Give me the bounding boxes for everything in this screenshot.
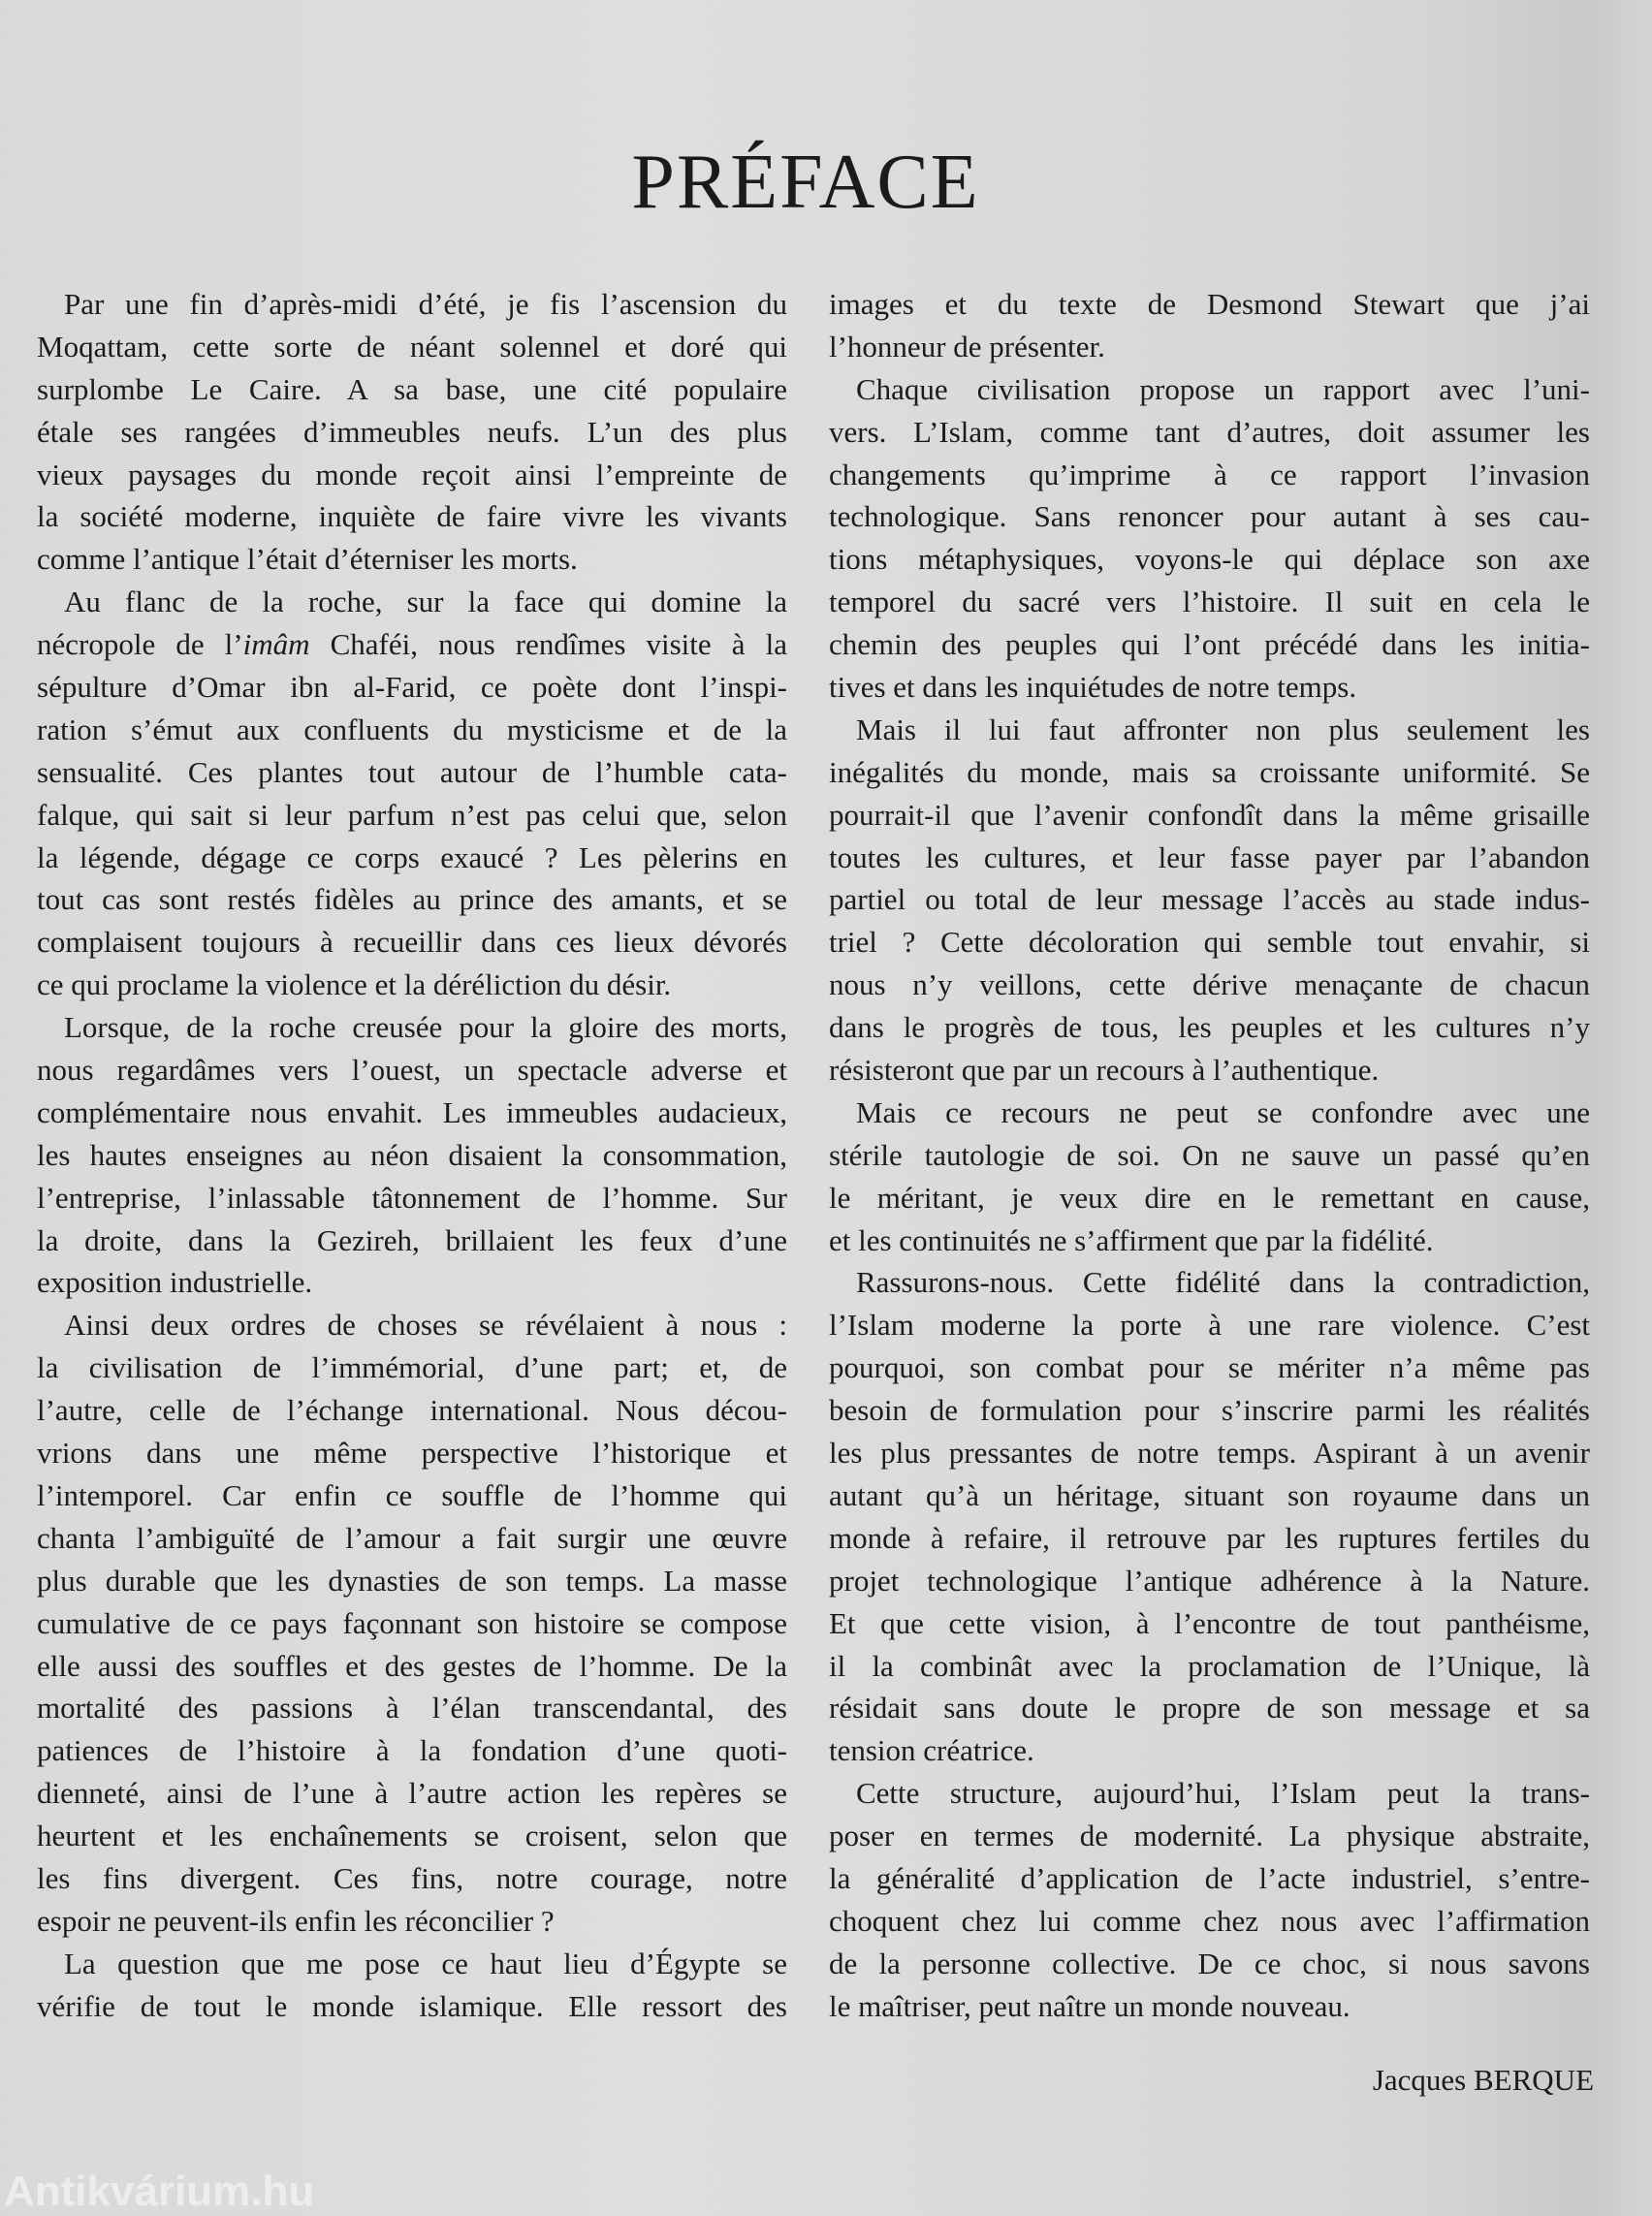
text-line: technologique. Sans renoncer pour autant à ses cau- [829, 499, 1590, 534]
watermark: Antikvárium.hu [4, 2168, 315, 2215]
paragraph [37, 1304, 787, 1942]
text-line: la civilisation de l’immémorial, d’une part; et, de [37, 1350, 787, 1385]
text-segment: nécropole de l’ [37, 627, 243, 662]
text-line: résisteront que par un recours à l’authentique. [829, 1053, 1380, 1088]
text-line: falque, qui sait si leur parfum n’est pas celui que, selon [37, 797, 787, 832]
text-line: Cette structure, aujourd’hui, l’Islam peut la trans- [856, 1776, 1590, 1811]
text-line: tions métaphysiques, voyons-le qui déplace son axe [829, 542, 1590, 577]
text-line: sépulture d’Omar ibn al-Farid, ce poète dont l’inspi- [37, 670, 787, 705]
text-line: Ainsi deux ordres de choses se révélaient à nous : [64, 1308, 787, 1343]
text-line: le maîtriser, peut naître un monde nouveau. [829, 1988, 1350, 2023]
text-line: patiences de l’histoire à la fondation d’une quoti- [37, 1733, 787, 1768]
text-line: elle aussi des souffles et des gestes de l’homme. De la [37, 1648, 787, 1683]
page-title: PRÉFACE [631, 140, 980, 225]
text-line: la société moderne, inquiète de faire vivre les vivants [37, 499, 787, 534]
text-line: espoir ne peuvent-ils enfin les réconcilier ? [37, 1903, 555, 1938]
text-line: la légende, dégage ce corps exaucé ? Les pèlerins en [37, 839, 787, 874]
text-line: Mais il lui faut affronter non plus seulement les [856, 712, 1590, 746]
text-line: l’intemporel. Car enfin ce souffle de l’homme qui [37, 1477, 787, 1512]
paragraph [829, 1772, 1590, 2027]
text-line: dans le progrès de tous, les peuples et les cultures n’y [829, 1010, 1590, 1045]
paragraph [37, 581, 787, 1006]
paragraph [37, 283, 787, 581]
text-line: heurtent et les enchaînements se croisent, selon que [37, 1819, 787, 1853]
text-column-left [37, 283, 787, 2028]
text-line: stérile tautologie de soi. On ne sauve un passé qu’en [829, 1137, 1590, 1172]
text-line: ce qui proclame la violence et la déréliction du désir. [37, 967, 672, 1002]
text-line: tension créatrice. [829, 1733, 1034, 1768]
italic-term: imâm [242, 627, 310, 662]
text-line: changements qu’imprime à ce rapport l’invasion [829, 457, 1590, 491]
text-line [37, 623, 787, 666]
text-line: les fins divergent. Ces fins, notre courage, notre [37, 1860, 787, 1895]
text-line: Moqattam, cette sorte de néant solennel et doré qui [37, 329, 787, 364]
paragraph [829, 283, 1590, 368]
text-line: comme l’antique l’était d’éterniser les morts. [37, 542, 578, 577]
text-line: Au flanc de la roche, sur la face qui domine la [64, 585, 787, 619]
text-line: Chaque civilisation propose un rapport avec l’uni- [856, 371, 1590, 406]
text-line: nous n’y veillons, cette dérive menaçante de chacun [829, 967, 1590, 1002]
text-line: pourrait-il que l’avenir confondît dans la même grisaille [829, 797, 1590, 832]
text-line: Et que cette vision, à l’encontre de tout panthéisme, [829, 1605, 1590, 1640]
text-line: exposition industrielle. [37, 1265, 313, 1300]
text-line: complémentaire nous envahit. Les immeubles audacieux, [37, 1094, 787, 1129]
text-line: chanta l’ambiguïté de l’amour a fait surgir une œuvre [37, 1520, 787, 1555]
text-line: dienneté, ainsi de l’une à l’autre action les repères se [37, 1776, 787, 1811]
text-line: vrions dans une même perspective l’historique et [37, 1436, 787, 1471]
text-line: vieux paysages du monde reçoit ainsi l’empreinte de [37, 457, 787, 491]
paragraph [829, 368, 1590, 709]
text-line: l’honneur de présenter. [829, 329, 1105, 364]
text-line: de la personne collective. De ce choc, si nous savons [829, 1946, 1590, 1980]
text-line: temporel du sacré vers l’histoire. Il suit en cela le [829, 585, 1590, 619]
text-line: Lorsque, de la roche creusée pour la gloire des morts, [64, 1010, 787, 1045]
text-line: ration s’émut aux confluents du mysticisme et de la [37, 712, 787, 746]
text-line: Rassurons-nous. Cette fidélité dans la contradiction, [856, 1265, 1590, 1300]
paragraph [829, 1092, 1590, 1262]
text-line: surplombe Le Caire. A sa base, une cité populaire [37, 371, 787, 406]
text-line: Mais ce recours ne peut se confondre avec une [856, 1094, 1590, 1129]
text-line: projet technologique l’antique adhérence à la Nature. [829, 1563, 1590, 1598]
paragraph [829, 709, 1590, 1092]
text-line: images et du texte de Desmond Stewart que j’ai [829, 287, 1590, 321]
text-line: la droite, dans la Gezireh, brillaient les feux d’une [37, 1222, 787, 1257]
text-line: pourquoi, son combat pour se mériter n’a même pas [829, 1350, 1590, 1385]
text-line: Par une fin d’après-midi d’été, je fis l’ascension du [64, 287, 787, 321]
paragraph [37, 1006, 787, 1304]
text-segment: Chaféi, nous rendîmes visite à la [309, 627, 787, 662]
text-line: le méritant, je veux dire en le remettant en cause, [829, 1180, 1590, 1215]
text-line: besoin de formulation pour s’inscrire parmi les réalités [829, 1393, 1590, 1428]
text-line: l’entreprise, l’inlassable tâtonnement de l’homme. Sur [37, 1180, 787, 1215]
text-line: choquent chez lui comme chez nous avec l’affirmation [829, 1903, 1590, 1938]
paragraph [37, 1943, 787, 2028]
text-line: les plus pressantes de notre temps. Aspirant à un avenir [829, 1436, 1590, 1471]
text-line: résidait sans doute le propre de son message et sa [829, 1691, 1590, 1725]
text-line: partiel ou total de leur message l’accès au stade indus- [829, 882, 1590, 917]
text-line: vers. L’Islam, comme tant d’autres, doit assumer les [829, 414, 1590, 449]
text-line: autant qu’à un héritage, situant son royaume dans un [829, 1477, 1590, 1512]
text-line: vérifie de tout le monde islamique. Elle ressort des [37, 1988, 787, 2023]
text-line: les hautes enseignes au néon disaient la consommation, [37, 1137, 787, 1172]
paragraph [829, 1261, 1590, 1772]
text-column-right [829, 283, 1590, 2028]
text-line: étale ses rangées d’immeubles neufs. L’un des plus [37, 414, 787, 449]
text-line: nous regardâmes vers l’ouest, un spectacle adverse et [37, 1053, 787, 1088]
text-line: l’autre, celle de l’échange international. Nous décou- [37, 1393, 787, 1428]
text-line: tout cas sont restés fidèles au prince des amants, et se [37, 882, 787, 917]
text-line: mortalité des passions à l’élan transcendantal, des [37, 1691, 787, 1725]
text-line: tives et dans les inquiétudes de notre temps. [829, 670, 1357, 705]
text-line: chemin des peuples qui l’ont précédé dans les initia- [829, 627, 1590, 662]
text-line: inégalités du monde, mais sa croissante uniformité. Se [829, 754, 1590, 789]
text-line: cumulative de ce pays façonnant son histoire se compose [37, 1605, 787, 1640]
text-line: et les continuités ne s’affirment que par la fidélité. [829, 1222, 1434, 1257]
text-line: poser en termes de modernité. La physique abstraite, [829, 1819, 1590, 1853]
author-signature: Jacques BERQUE [1372, 2063, 1594, 2097]
text-line: il la combinât avec la proclamation de l’Unique, là [829, 1648, 1590, 1683]
text-line: La question que me pose ce haut lieu d’Égypte se [64, 1946, 787, 1980]
text-line: plus durable que les dynasties de son temps. La masse [37, 1563, 787, 1598]
text-line: toutes les cultures, et leur fasse payer par l’abandon [829, 839, 1590, 874]
text-line: complaisent toujours à recueillir dans ces lieux dévorés [37, 925, 787, 960]
text-line: triel ? Cette décoloration qui semble tout envahir, si [829, 925, 1590, 960]
text-line: l’Islam moderne la porte à une rare violence. C’est [829, 1308, 1590, 1343]
text-line: monde à refaire, il retrouve par les ruptures fertiles du [829, 1520, 1590, 1555]
text-line: la généralité d’application de l’acte industriel, s’entre- [829, 1860, 1590, 1895]
text-line: sensualité. Ces plantes tout autour de l’humble cata- [37, 754, 787, 789]
